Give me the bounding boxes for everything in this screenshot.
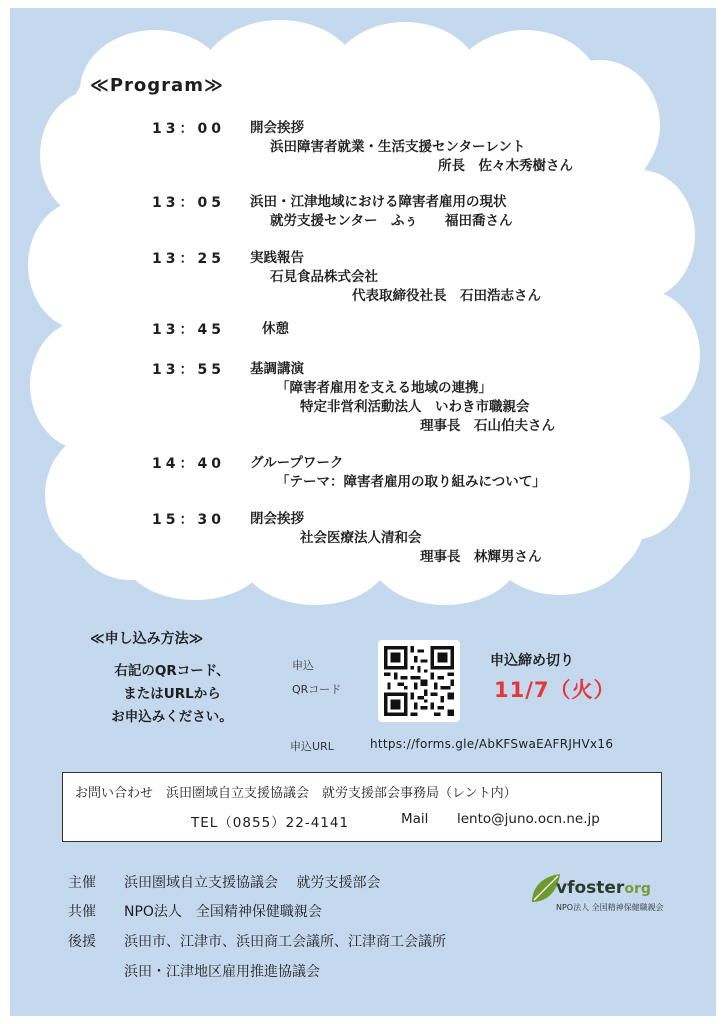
entry-line: 理事長 石山伯夫さん xyxy=(420,418,555,434)
contact-phone[interactable]: TEL（0855）22-4141 xyxy=(191,815,350,831)
credit-value: NPO法人 全国精神保健職親会 xyxy=(124,904,322,920)
apply-line: またはURLから xyxy=(123,686,221,702)
entry-time: 13：00 xyxy=(152,121,225,137)
entry-title: 閉会挨拶 xyxy=(250,511,304,527)
entry-title: 基調講演 xyxy=(250,361,304,377)
entry-title: 浜田・江津地域における障害者雇用の現状 xyxy=(250,194,507,210)
entry-line: 所長 佐々木秀樹さん xyxy=(438,158,573,174)
entry-time: 14：40 xyxy=(152,456,225,472)
logo-wordmark xyxy=(556,878,651,898)
qr-label: 申込 xyxy=(292,659,314,672)
contact-box xyxy=(62,772,662,842)
qr-code[interactable] xyxy=(378,640,460,722)
apply-heading: ≪申し込み方法≫ xyxy=(90,631,204,647)
logo-subtitle: NPO法人 全国精神保健職親会 xyxy=(556,903,664,912)
entry-line: 就労支援センター ふぅ 福田喬さん xyxy=(270,213,513,229)
deadline-date: 11/7（火） xyxy=(494,678,616,702)
apply-line: お申込みください。 xyxy=(111,709,233,725)
logo-suffix: org xyxy=(624,881,651,897)
contact-email-link[interactable]: lento@juno.ocn.ne.jp xyxy=(457,811,600,827)
credit-value: 浜田圏域自立支援協議会 就労支援部会 xyxy=(124,875,381,891)
entry-line: 理事長 林輝男さん xyxy=(420,549,542,565)
application-url-link[interactable]: https://forms.gle/AbKFSwaEAFRJHVx16 xyxy=(370,737,614,751)
entry-title: 実践報告 xyxy=(250,250,304,266)
entry-time: 13：25 xyxy=(152,251,225,267)
entry-line: 社会医療法人清和会 xyxy=(300,530,422,546)
credit-value: 浜田・江津地区雇用推進協議会 xyxy=(124,964,320,980)
vfoster-logo xyxy=(528,868,668,918)
entry-line: 特定非営利活動法人 いわき市職親会 xyxy=(300,399,530,415)
credit-key: 共催 xyxy=(68,904,96,920)
credit-value: 浜田市、江津市、浜田商工会議所、江津商工会議所 xyxy=(124,934,446,950)
credit-key: 後援 xyxy=(68,934,96,950)
deadline-label: 申込締め切り xyxy=(490,653,574,669)
entry-line: 代表取締役社長 石田浩志さん xyxy=(352,288,541,304)
entry-time: 13：45 xyxy=(152,322,225,338)
entry-line: 「テーマ：障害者雇用の取り組みについて」 xyxy=(276,474,546,490)
program-title: ≪Program≫ xyxy=(90,75,224,96)
entry-line: 石見食品株式会社 xyxy=(270,269,378,285)
logo-name: vfoster xyxy=(556,878,625,898)
credit-key: 主催 xyxy=(68,875,96,891)
entry-title: 休憩 xyxy=(262,321,289,337)
entry-time: 13：05 xyxy=(152,195,225,211)
entry-title: グループワーク xyxy=(250,455,344,471)
apply-line: 右記のQRコード、 xyxy=(114,663,230,679)
mail-label: Mail xyxy=(401,811,429,827)
contact-office: お問い合わせ 浜田圏域自立支援協議会 就労支援部会事務局（レント内） xyxy=(75,786,517,801)
entry-title: 開会挨拶 xyxy=(250,120,304,136)
entry-time: 15：30 xyxy=(152,512,225,528)
entry-line: 浜田障害者就業・生活支援センターレント xyxy=(270,139,526,155)
entry-line: 「障害者雇用を支える地域の連携」 xyxy=(276,380,492,396)
qr-label: QRコード xyxy=(292,683,342,696)
entry-time: 13：55 xyxy=(152,362,225,378)
url-label: 申込URL xyxy=(290,740,334,753)
apply-instructions xyxy=(82,660,262,729)
